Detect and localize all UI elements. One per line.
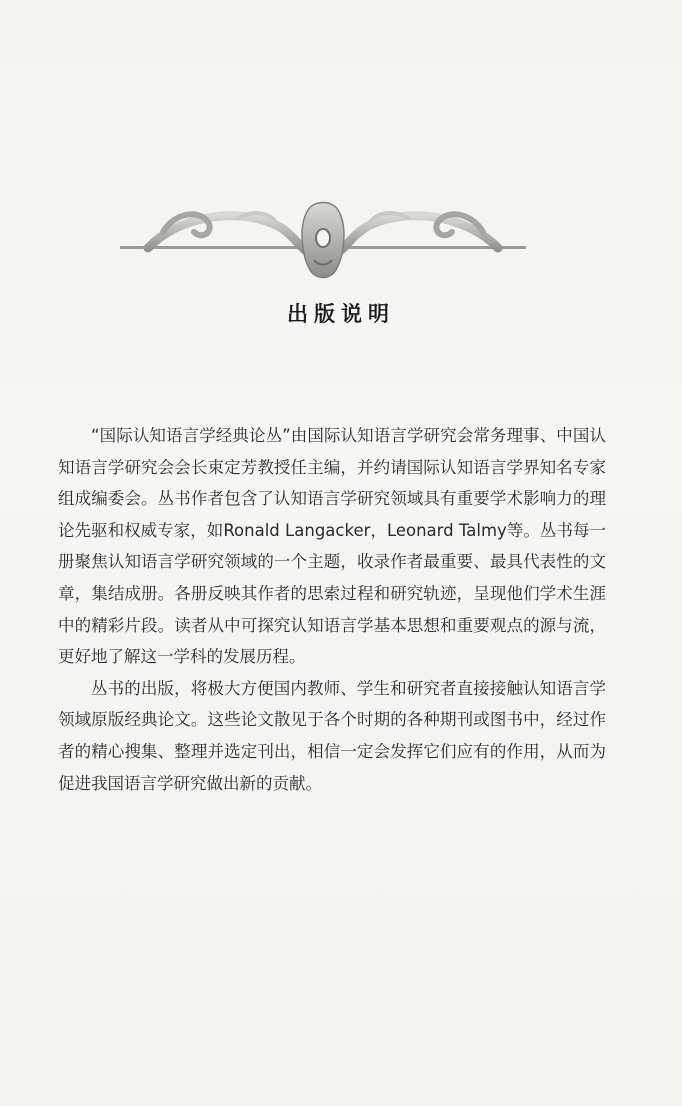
scroll-ornament-icon — [118, 196, 528, 286]
page-title: 出版说明 — [287, 302, 395, 326]
paragraph-2: 丛书的出版，将极大方便国内教师、学生和研究者直接接触认知语言学领域原版经典论文。这些论文散见于各个时期的各种期刊或图书中，经过作者的精心搜集、整理并选定刊出，相信一定会发挥它们应有的作用，从而为促进我国语言学研究做出新的贡献。 — [58, 678, 606, 793]
body-text — [58, 420, 606, 799]
paragraph-1: “国际认知语言学经典论丛”由国际认知语言学研究会常务理事、中国认知语言学研究会会长束定芳教授任主编，并约请国际认知语言学界知名专家组成编委会。丛书作者包含了认知语言学研究领域具有重要学术影响力的理论先驱和权威专家，如Ronald Langacker，Leonard Talmy等。丛书每一册聚焦认知语言学研究领域的一个主题，收录作者最重要、最具代表性的文章，集结成册。各册反映其作者的思索过程和研究轨迹，呈现他们学术生涯中的精彩片段。读者从中可探究认知语言学基本思想和重要观点的源与流，更好地了解这一学科的发展历程。 — [58, 426, 606, 667]
show-through-text-bottom — [56, 800, 616, 1000]
